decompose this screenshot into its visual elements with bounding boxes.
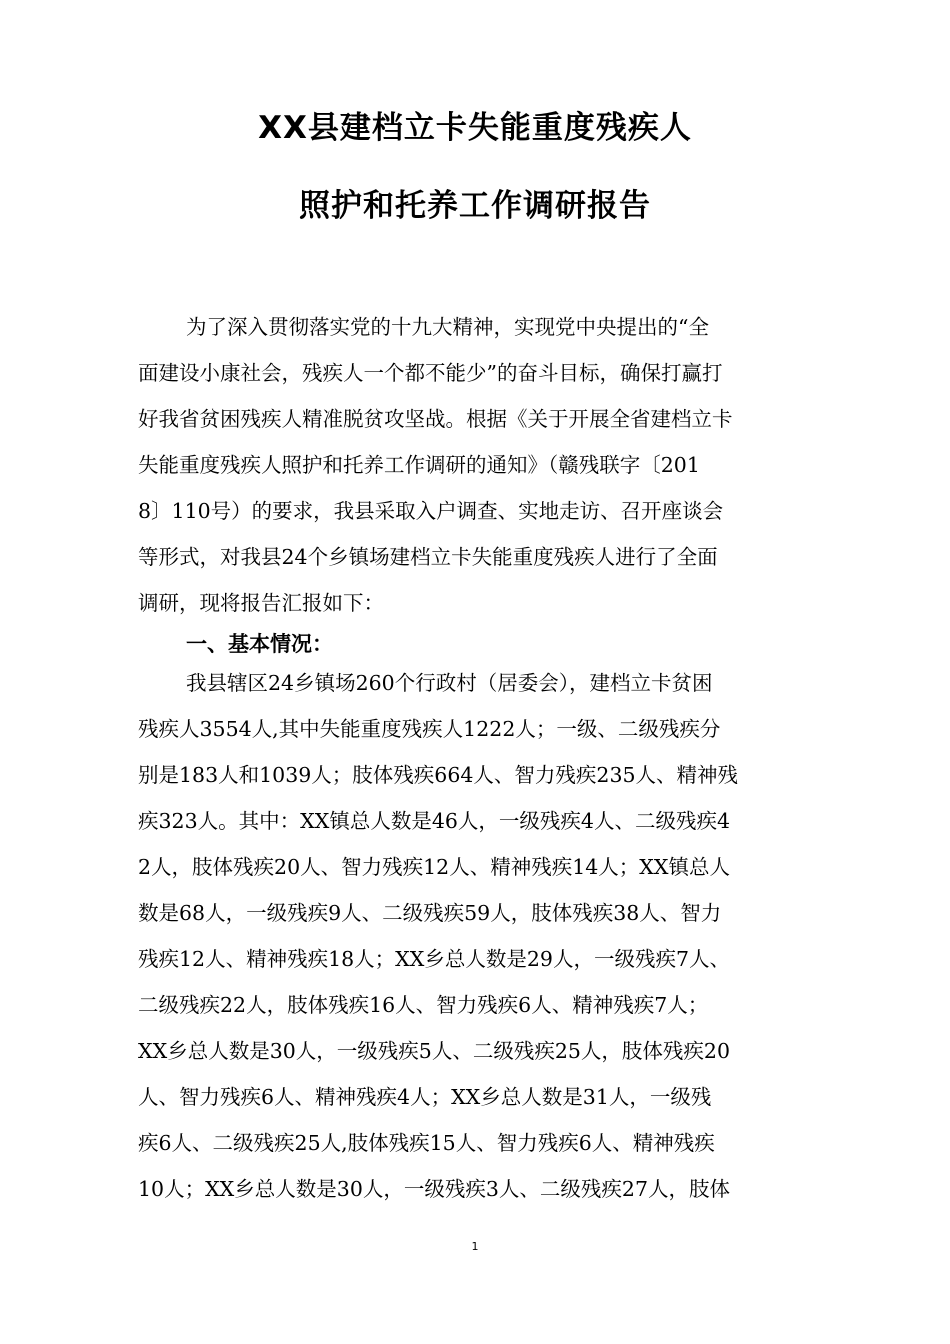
page-number: 1 [471,1240,479,1253]
paragraph-line: 失能重度残疾人照护和托养工作调研的通知》（赣残联字〔201 [138,453,700,477]
paragraph-line: 二级残疾22人，肢体残疾16人、智力残疾6人、精神残疾7人； [138,993,709,1017]
basic-info-paragraph [138,660,828,1212]
paragraph-line: 2人，肢体残疾20人、智力残疾12人、精神残疾14人；XX镇总人 [138,855,730,879]
paragraph-line: 别是183人和1039人；肢体残疾664人、智力残疾235人、精神残 [138,763,739,787]
paragraph-line: 好我省贫困残疾人精准脱贫攻坚战。根据《关于开展全省建档立卡 [138,407,733,431]
paragraph-line: 调研，现将报告汇报如下： [138,591,384,615]
paragraph-line: 10人；XX乡总人数是30人，一级残疾3人、二级残疾27人，肢体 [138,1177,730,1201]
paragraph-line: 等形式，对我县24个乡镇场建档立卡失能重度残疾人进行了全面 [138,545,718,569]
document-title-line-1: XX县建档立卡失能重度残疾人 [258,110,692,146]
paragraph-line: 疾323人。其中：XX镇总人数是46人，一级残疾4人、二级残疾4 [138,809,730,833]
paragraph-line: 我县辖区24乡镇场260个行政村（居委会），建档立卡贫困 [186,671,713,695]
paragraph-line: 为了深入贯彻落实党的十九大精神，实现党中央提出的“全 [186,315,709,339]
document-title-line-2: 照护和托养工作调研报告 [299,188,651,224]
paragraph-line: XX乡总人数是30人，一级残疾5人、二级残疾25人，肢体残疾20 [138,1039,730,1063]
paragraph-line: 8〕110号）的要求，我县采取入户调查、实地走访、召开座谈会 [138,499,724,523]
paragraph-line: 人、智力残疾6人、精神残疾4人；XX乡总人数是31人，一级残 [138,1085,712,1109]
paragraph-line: 残疾12人、精神残疾18人；XX乡总人数是29人，一级残疾7人、 [138,947,730,971]
paragraph-line: 数是68人，一级残疾9人、二级残疾59人，肢体残疾38人、智力 [138,901,722,925]
paragraph-line: 残疾人3554人,其中失能重度残疾人1222人；一级、二级残疾分 [138,717,721,741]
section-heading-basic-info: 一、基本情况： [186,632,333,656]
paragraph-line: 面建设小康社会，残疾人一个都不能少”的奋斗目标，确保打赢打 [138,361,723,385]
intro-paragraph [138,304,828,626]
paragraph-line: 疾6人、二级残疾25人,肢体残疾15人、智力残疾6人、精神残疾 [138,1131,715,1155]
